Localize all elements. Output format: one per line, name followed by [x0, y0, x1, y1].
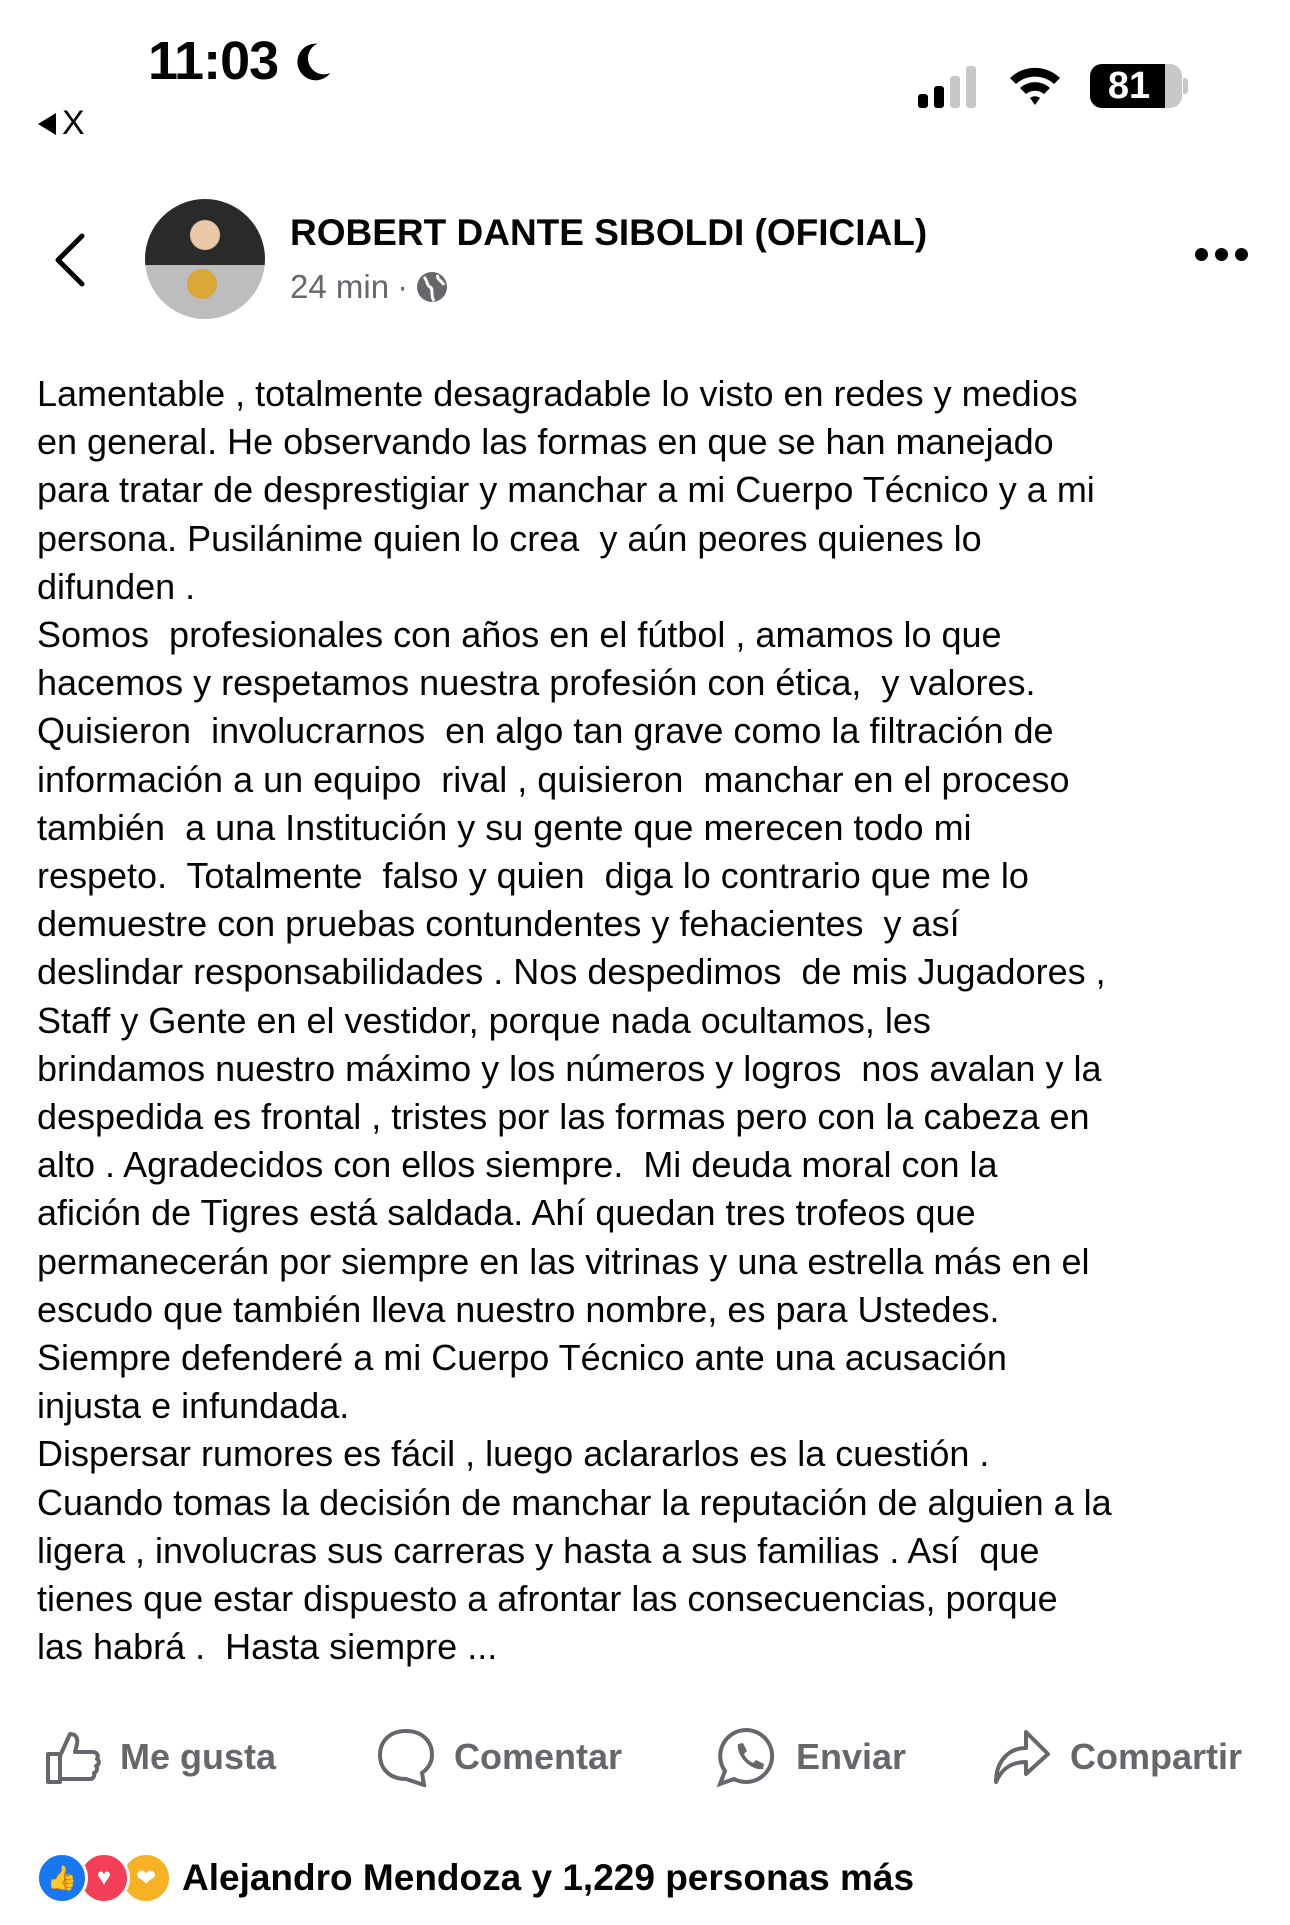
whatsapp-icon: [716, 1726, 778, 1788]
like-label: Me gusta: [120, 1736, 277, 1777]
comment-label: Comentar: [454, 1736, 623, 1777]
post-time[interactable]: 24 min: [290, 268, 390, 305]
more-options-button[interactable]: [1195, 248, 1248, 261]
post-text-line: Cuando tomas la decisión de manchar la reputación de alguien a la: [37, 1481, 1112, 1523]
send-label: Enviar: [796, 1736, 907, 1777]
back-chevron-icon[interactable]: [50, 230, 90, 290]
back-app-label: X: [62, 104, 85, 142]
post-text-line: ligera , involucras sus carreras y hasta a sus familias . Así que: [37, 1529, 1040, 1571]
back-triangle-icon: [38, 113, 56, 135]
post-text-line: demuestre con pruebas contundentes y fehacientes y así: [37, 903, 960, 945]
post-text-line: Lamentable , totalmente desagradable lo visto en redes y medios: [37, 373, 1078, 414]
post-text-line: injusta e infundada.: [37, 1385, 350, 1427]
wifi-icon: [1008, 64, 1062, 106]
battery-icon: [1090, 64, 1182, 108]
post-text-line: en general. He observando las formas en que se han manejado: [37, 421, 1054, 463]
post-text-line: brindamos nuestro máximo y los números y logros nos avalan y la: [37, 1047, 1102, 1089]
post-text-line: tienes que estar dispuesto a afrontar las consecuencias, porque: [37, 1578, 1058, 1620]
author-avatar[interactable]: [145, 199, 265, 319]
post-text-line: Siempre defenderé a mi Cuerpo Técnico ante una acusación: [37, 1337, 1007, 1379]
post-text-line: para tratar de desprestigiar y manchar a mi Cuerpo Técnico y a mi: [37, 469, 1095, 511]
like-reaction-icon: 👍: [36, 1852, 88, 1904]
status-time: 11:03: [148, 31, 279, 91]
post-text-line: despedida es frontal , tristes por las formas pero con la cabeza en: [37, 1096, 1090, 1138]
post-text-line: Staff y Gente en el vestidor, porque nada ocultamos, les: [37, 999, 931, 1041]
post-text-line: también a una Institución y su gente que merecen todo mi: [37, 806, 972, 848]
post-text-line: Somos profesionales con años en el fútbol , amamos lo que: [37, 614, 1002, 656]
send-whatsapp-button[interactable]: [716, 1722, 906, 1792]
post-text-line: Dispersar rumores es fácil , luego aclararlos es la cuestión .: [37, 1433, 990, 1475]
post-text-line: alto . Agradecidos con ellos siempre. Mi deuda moral con la: [37, 1144, 998, 1186]
post-actions: [0, 1722, 1290, 1792]
post-text-line: permanecerán por siempre en las vitrinas y una estrella más en el: [37, 1240, 1090, 1282]
battery-cap: [1183, 78, 1188, 94]
post-body: [37, 370, 1112, 1671]
post-text-line: persona. Pusilánime quien lo crea y aún peores quienes lo: [37, 517, 982, 559]
comment-bubble-icon: [376, 1727, 436, 1787]
post-text-line: afición de Tigres está saldada. Ahí quedan tres trofeos que: [37, 1192, 976, 1234]
battery-percentage: 81: [1107, 65, 1151, 107]
share-arrow-icon: [992, 1728, 1052, 1786]
care-reaction-icon: ❤: [120, 1852, 172, 1904]
post-meta: [290, 268, 448, 306]
post-text-line: hacemos y respetamos nuestra profesión con ética, y valores.: [37, 662, 1036, 704]
moon-icon: [290, 40, 334, 84]
post-text-line: deslindar responsabilidades . Nos despedimos de mis Jugadores ,: [37, 951, 1106, 993]
author-name[interactable]: ROBERT DANTE SIBOLDI (OFICIAL): [290, 212, 928, 253]
post-text-line: escudo que también lleva nuestro nombre, es para Ustedes.: [37, 1288, 1000, 1330]
meta-separator: ·: [397, 268, 409, 305]
reactions-summary[interactable]: [36, 1852, 914, 1904]
thumbs-up-icon: [44, 1728, 102, 1786]
reactions-text: Alejandro Mendoza y 1,229 personas más: [182, 1857, 915, 1898]
love-reaction-icon: ♥: [78, 1852, 130, 1904]
post-text-line: las habrá . Hasta siempre ...: [37, 1626, 498, 1668]
like-button[interactable]: [44, 1722, 276, 1792]
post-text-line: información a un equipo rival , quisieron manchar en el proceso: [37, 758, 1070, 800]
post-text-line: respeto. Totalmente falso y quien diga lo contrario que me lo: [37, 855, 1029, 897]
post-text-line: difunden .: [37, 565, 196, 607]
back-to-app-button[interactable]: [38, 104, 85, 143]
globe-icon: [416, 271, 448, 303]
share-label: Compartir: [1070, 1736, 1243, 1777]
post-text-line: Quisieron involucrarnos en algo tan grave como la filtración de: [37, 710, 1054, 752]
trophy-graphic: [187, 269, 217, 299]
signal-icon: [918, 66, 976, 108]
comment-button[interactable]: [376, 1722, 622, 1792]
share-button[interactable]: [992, 1722, 1242, 1792]
